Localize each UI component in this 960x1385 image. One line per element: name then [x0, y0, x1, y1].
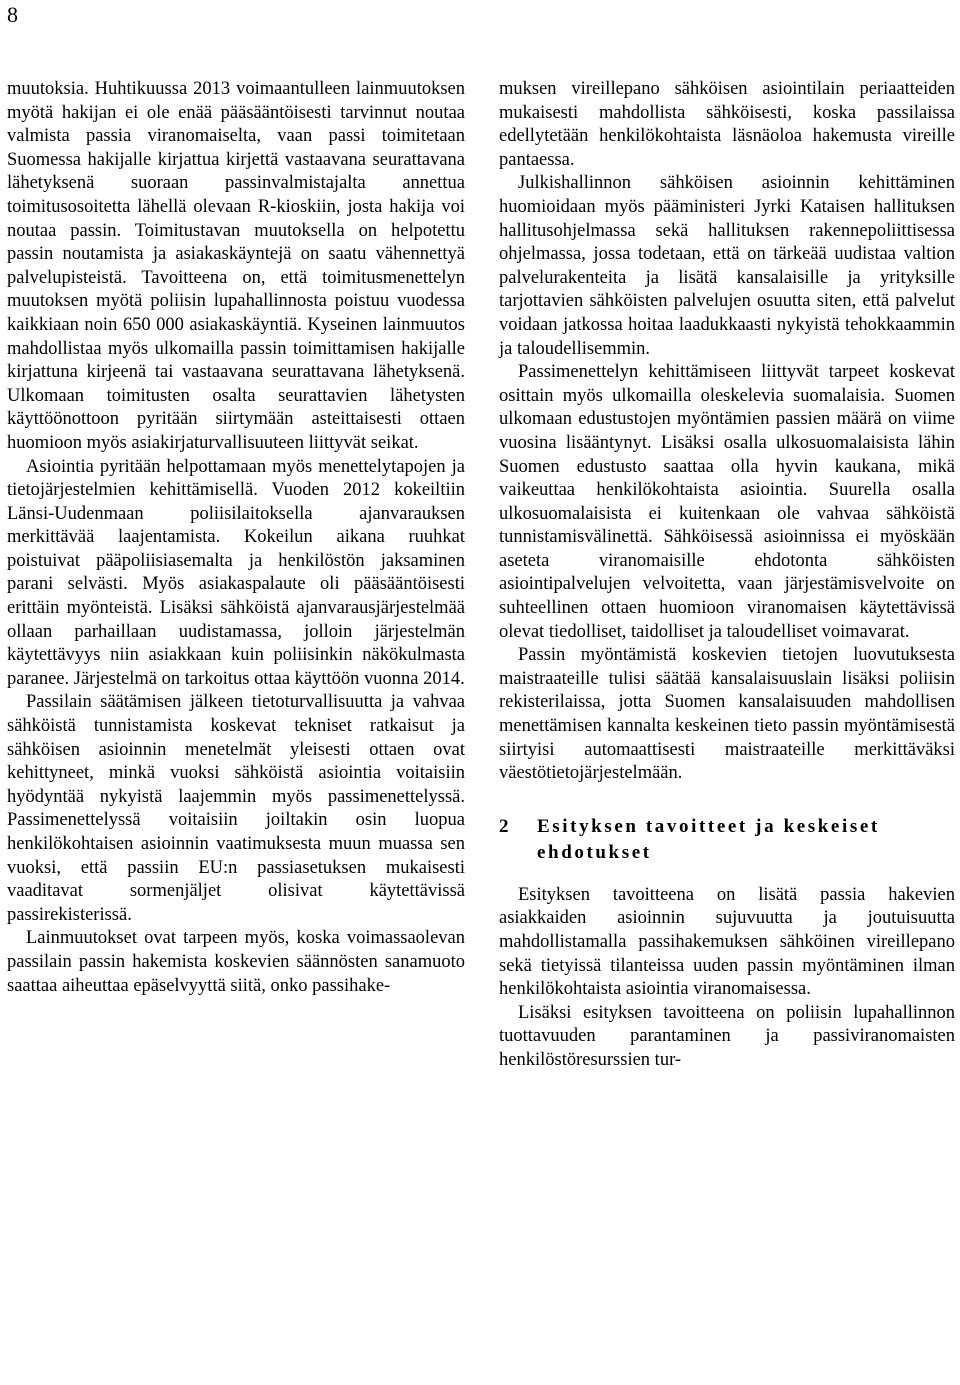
body-paragraph: Passimenettelyn kehittämiseen liittyvät tarpeet koskevat osittain myös ulkomailla oleskelevia suomalaisia. Suomen ulkomaan edustustojen myöntämien passien määrä on viime vuosina lisääntynyt. Lisäksi osalla ulkosuomalaisista lähin Suomen edustusto saattaa olla hyvin kaukana, mikä vaikeuttaa henkilökohtaista asiointia. Suurella osalla ulkosuomalaisista ei kuitenkaan ole vahvaa sähköistä tunnistamisvälinettä. Sähköisessä asioinnissa ei myöskään aseteta viranomaisille ehdotonta sähköisten asiointipalvelujen velvoitetta, vaan järjestämisvelvoite on suhteellinen ottaen huomioon viranomaisen käytettävissä olevat tiedolliset, taidolliset ja taloudelliset voimavarat.: [499, 362, 955, 642]
left-column: [7, 78, 465, 998]
body-paragraph: Julkishallinnon sähköisen asioinnin kehittäminen huomioidaan myös pääministeri Jyrki Kataisen hallituksen hallitusohjelmassa sekä hallituksen rakennepoliittisessa ohjelmassa, jossa todetaan, että on tärkeää uudistaa valtion palvelurakenteita ja lisätä kansalaisille ja yrityksille tarjottavien sähköisten palvelujen osuutta siten, että palvelut voidaan jatkossa hoitaa laadukkaasti nykyistä tehokkaammin ja taloudellisemmin.: [499, 173, 955, 359]
page-number: 8: [7, 2, 18, 27]
body-paragraph: muutoksia. Huhtikuussa 2013 voimaantulleen lainmuutoksen myötä hakijan ei ole enää pääsääntöisesti tarvinnut noutaa valmista passia viranomaiselta, vaan passi toimitetaan Suomessa hakijalle kirjattua kirjettä vastaavana seurattavana lähetyksenä suoraan passinvalmistajalta annettua toimitusosoitetta lähellä olevaan R-kioskiin, josta hakija voi noutaa passin. Toimitustavan muutoksella on helpotettu passin noutamista ja asiakaskäyntejä on saatu vähennettyä palvelupisteistä. Tavoitteena on, että toimitusmenettelyn muutoksen myötä poliisin lupahallinnosta poistuu vuodessa kaikkiaan noin 650 000 asiakaskäyntiä. Kyseinen lainmuutos mahdollistaa myös ulkomailla passin toimittamisen hakijalle kirjattuna kirjeenä tai vastaavana seurattavana lähetyksenä. Ulkomaan toimitusten osalta seurattavien lähetysten käyttöönottoon pyritään siirtymään asteittaisesti ottaen huomioon myös asiakirjaturvallisuuteen liittyvät seikat.: [7, 79, 465, 453]
body-paragraph: Esityksen tavoitteena on lisätä passia hakevien asiakkaiden asioinnin sujuvuutta ja joutuisuutta mahdollistamalla passihakemuksen sähköinen vireillepano sekä tietyissä tilanteissa uuden passin myöntäminen ilman henkilökohtaista asiointia viranomaisessa.: [499, 884, 955, 1000]
right-column: [499, 78, 955, 1073]
section-number: 2: [499, 815, 509, 837]
section-heading: [499, 814, 955, 866]
body-paragraph: muksen vireillepano sähköisen asiointilain periaatteiden mukaisesti mahdollista sähköisesti, koska passilaissa edellytetään henkilökohtaista läsnäoloa hakemusta vireille pantaessa.: [499, 79, 955, 170]
body-paragraph: Passin myöntämistä koskevien tietojen luovutuksesta maistraateille tulisi säätää kansalaisuuslain lisäksi poliisin rekisterilaissa, jotta Suomen kansalaisuuden mahdollisen menettämisen kannalta keskeinen tieto passin myöntämisestä siirtyisi automaattisesti maistraateille merkittäväksi väestötietojärjestelmään.: [499, 645, 955, 784]
body-paragraph: Lainmuutokset ovat tarpeen myös, koska voimassaolevan passilain passin hakemista koskevien säännösten sanamuoto saattaa aiheuttaa epäselvyyttä siitä, onko passihake-: [7, 928, 465, 996]
body-paragraph: Passilain säätämisen jälkeen tietoturvallisuutta ja vahvaa sähköistä tunnistamista koskevat tekniset ratkaisut ja sähköisen asioinnin menetelmät yleisesti ottaen ovat kehittyneet, minkä vuoksi sähköistä asiointia voitaisiin hyödyntää nykyistä laajemmin myös passimenettelyssä. Passimenettelyssä voitaisiin joiltakin osin luopua henkilökohtaisen asioinnin vaatimuksesta muun muassa sen vuoksi, että passiin EU:n passiasetuksen mukaisesti vaaditavat sormenjäljet olisivat käytettävissä passirekisterissä.: [7, 692, 465, 925]
body-paragraph: Asiointia pyritään helpottamaan myös menettelytapojen ja tietojärjestelmien kehittämisellä. Vuoden 2012 kokeiltiin Länsi-Uudenmaan poliisilaitoksella ajanvarauksen merkittävää laajentamista. Kokeilun aikana ruuhkat poistuivat pääpoliisiasemalta ja henkilöstön jaksaminen parani selvästi. Myös asiakaspalaute oli pääsääntöisesti erittäin myönteistä. Lisäksi sähköistä ajanvarausjärjestelmää ollaan parhaillaan uudistamassa, jolloin järjestelmän käytettävyys niin asiakkaan kuin poliisinkin näkökulmasta paranee. Järjestelmä on tarkoitus ottaa käyttöön vuonna 2014.: [7, 456, 465, 689]
body-paragraph: Lisäksi esityksen tavoitteena on poliisin lupahallinnon tuottavuuden parantaminen ja passiviranomaisten henkilöstöresurssien tur-: [499, 1002, 955, 1070]
section-title: Esityksen tavoitteet ja keskeiset ehdotukset: [537, 815, 880, 863]
